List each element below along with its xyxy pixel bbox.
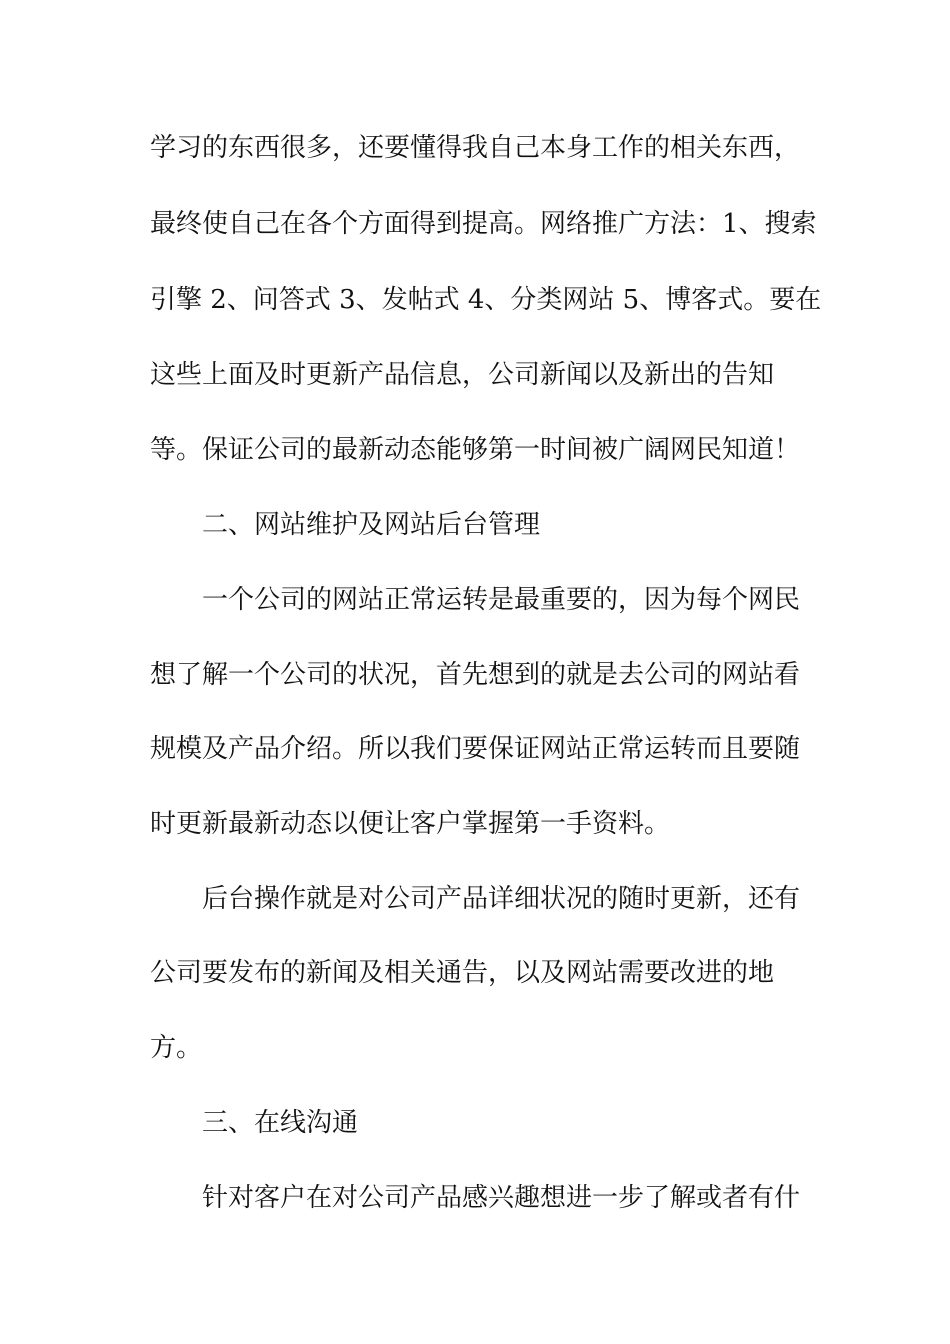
section-heading: 三、在线沟通 bbox=[202, 1108, 359, 1138]
body-text-line: 规模及产品介绍。所以我们要保证网站正常运转而且要随 bbox=[150, 734, 801, 764]
body-text-line: 学习的东西很多，还要懂得我自己本身工作的相关东西， bbox=[150, 133, 801, 163]
body-text-line: 想了解一个公司的状况，首先想到的就是去公司的网站看 bbox=[150, 660, 801, 690]
body-text-line: 一个公司的网站正常运转是最重要的，因为每个网民 bbox=[202, 585, 801, 615]
body-text-line: 引擎 2、问答式 3、发帖式 4、分类网站 5、博客式。要在 bbox=[150, 285, 822, 315]
section-heading: 二、网站维护及网站后台管理 bbox=[202, 510, 541, 540]
body-text-line: 等。保证公司的最新动态能够第一时间被广阔网民知道！ bbox=[150, 435, 801, 465]
body-text-line: 最终使自己在各个方面得到提高。网络推广方法：1、搜索 bbox=[150, 209, 817, 239]
body-text-line: 公司要发布的新闻及相关通告，以及网站需要改进的地 bbox=[150, 958, 775, 988]
body-text-line: 时更新最新动态以便让客户掌握第一手资料。 bbox=[150, 809, 671, 839]
body-text-line: 这些上面及时更新产品信息，公司新闻以及新出的告知 bbox=[150, 360, 775, 390]
body-text-line: 方。 bbox=[150, 1033, 203, 1063]
body-text-line: 针对客户在对公司产品感兴趣想进一步了解或者有什 bbox=[202, 1183, 801, 1213]
body-text-line: 后台操作就是对公司产品详细状况的随时更新，还有 bbox=[202, 884, 801, 914]
